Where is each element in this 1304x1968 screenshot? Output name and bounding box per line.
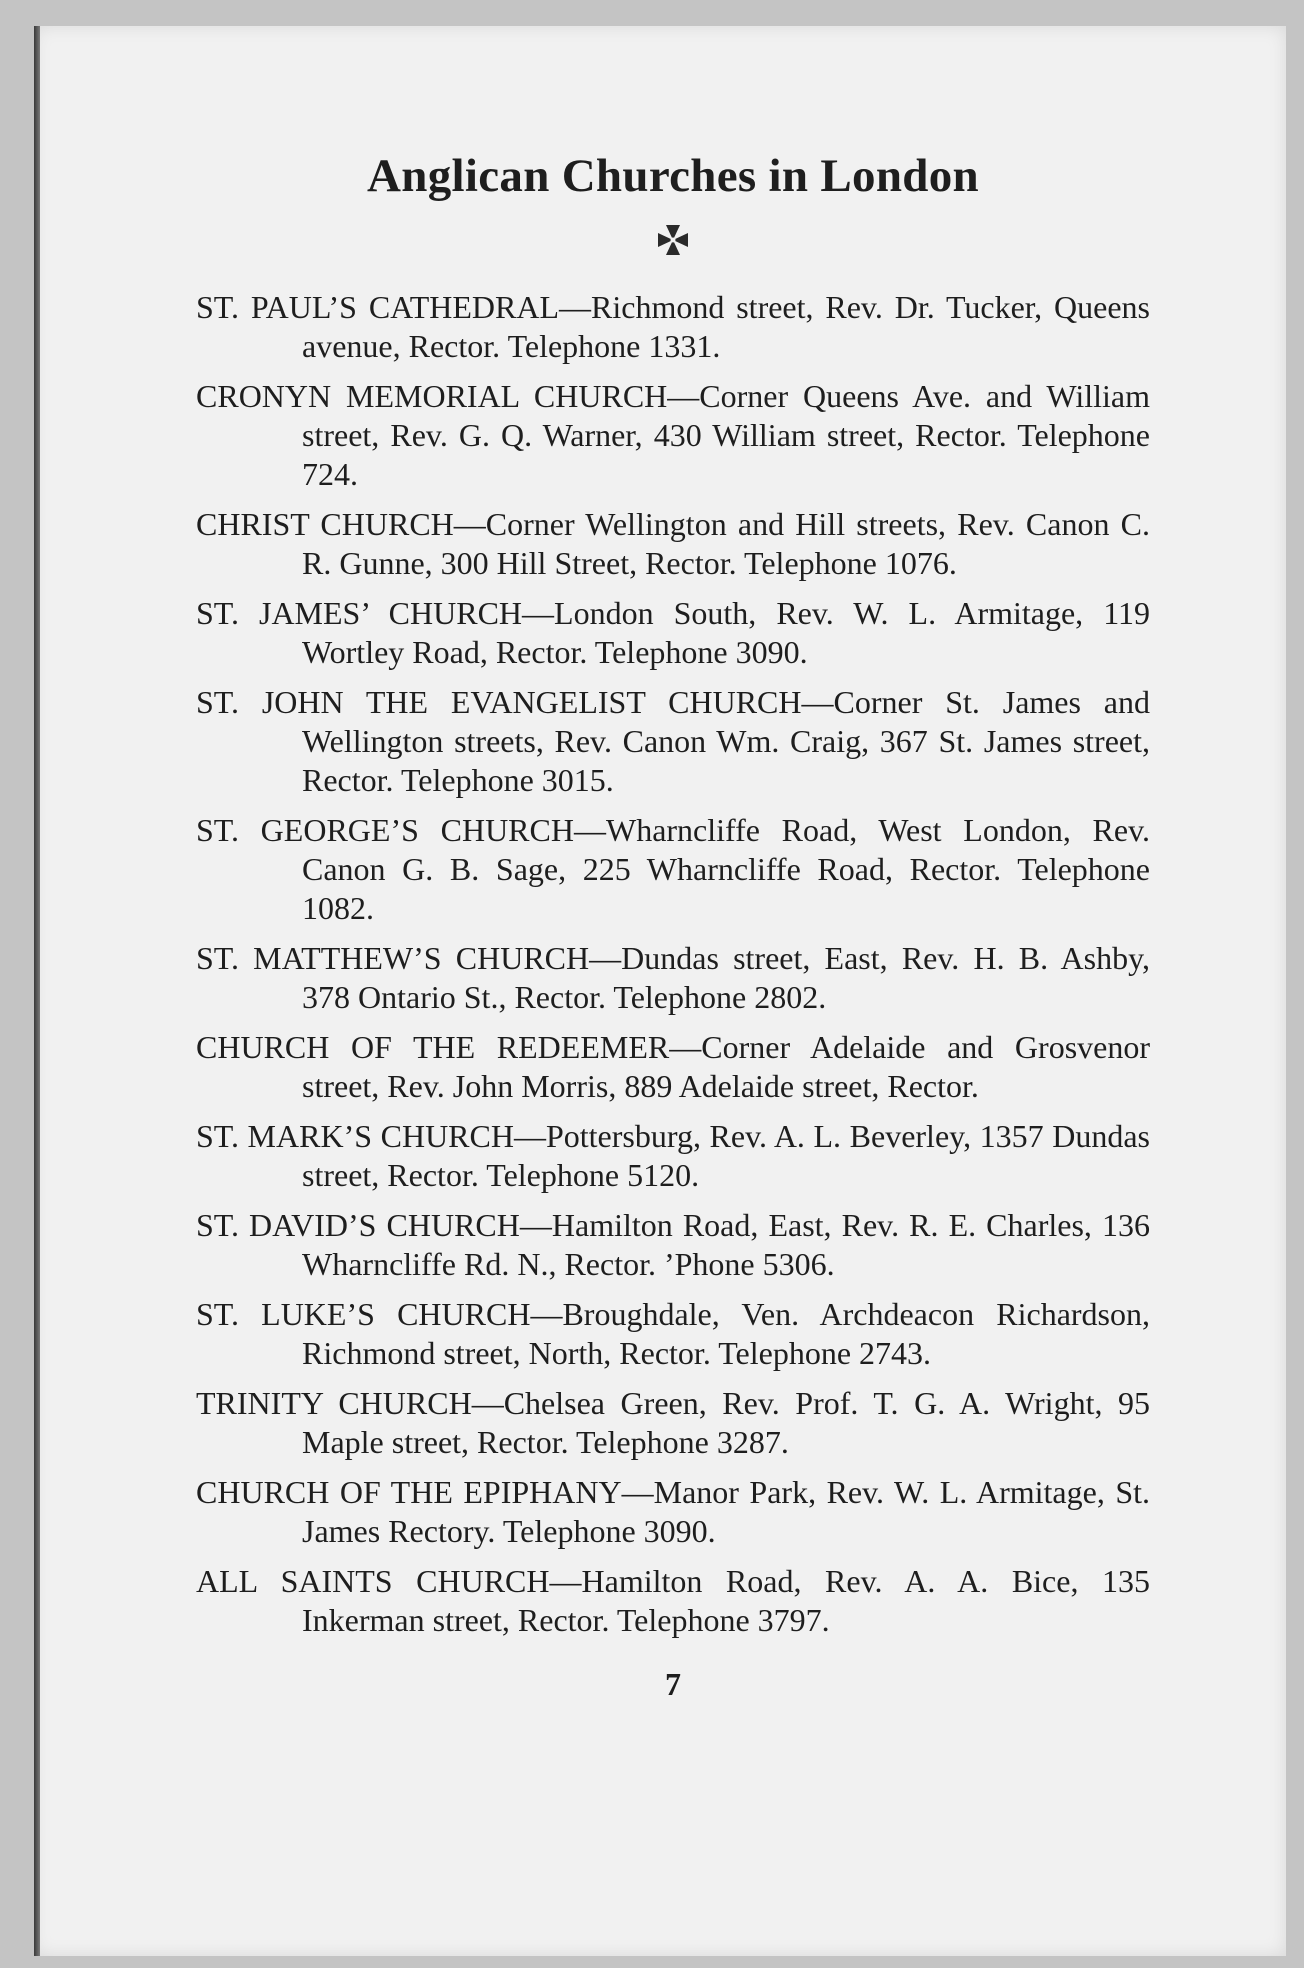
church-entry	[196, 1206, 1150, 1284]
church-entry	[196, 1117, 1150, 1195]
church-name: CHURCH OF THE REDEEMER	[196, 1029, 670, 1065]
church-entry	[196, 811, 1150, 928]
church-entry	[196, 683, 1150, 800]
church-name: ST. GEORGE’S CHURCH	[196, 812, 574, 848]
church-details: —Pottersburg, Rev. A. L. Beverley, 1357 Dundas street, Rector. Telephone 5120.	[302, 1118, 1150, 1193]
church-name: ALL SAINTS CHURCH	[196, 1563, 550, 1599]
church-name: ST. MATTHEW’S CHURCH	[196, 940, 590, 976]
church-name: CRONYN MEMORIAL CHURCH	[196, 378, 668, 414]
church-name: ST. MARK’S CHURCH	[196, 1118, 514, 1154]
church-details: —Corner Queens Ave. and William street, Rev. G. Q. Warner, 430 William street, Rector. Telephone 724.	[302, 378, 1151, 492]
church-list	[196, 288, 1150, 1640]
church-entry	[196, 288, 1150, 366]
church-entry	[196, 1028, 1150, 1106]
church-details: —Corner Adelaide and Grosvenor street, Rev. John Morris, 889 Adelaide street, Rector.	[302, 1029, 1151, 1104]
page-content	[196, 146, 1150, 1703]
church-name: TRINITY CHURCH	[196, 1385, 472, 1421]
page-title: Anglican Churches in London	[367, 150, 979, 202]
church-details: —Manor Park, Rev. W. L. Armitage, St. James Rectory. Telephone 3090.	[302, 1474, 1151, 1549]
page-number: 7	[665, 1666, 681, 1702]
church-details: —Dundas street, East, Rev. H. B. Ashby, 378 Ontario St., Rector. Telephone 2802.	[302, 940, 1151, 1015]
church-details: —Richmond street, Rev. Dr. Tucker, Queens avenue, Rector. Telephone 1331.	[302, 289, 1151, 364]
church-details: —Corner Wellington and Hill streets, Rev. Canon C. R. Gunne, 300 Hill Street, Rector. Telephone 1076.	[302, 506, 1151, 581]
maltese-cross-icon	[653, 220, 693, 260]
church-entry	[196, 939, 1150, 1017]
church-name: ST. JOHN THE EVANGELIST CHURCH	[196, 684, 802, 720]
page-spine-edge	[34, 26, 40, 1956]
church-entry	[196, 1562, 1150, 1640]
church-details: —Wharncliffe Road, West London, Rev. Canon G. B. Sage, 225 Wharncliffe Road, Rector. Telephone 1082.	[302, 812, 1151, 926]
church-details: —Corner St. James and Wellington streets, Rev. Canon Wm. Craig, 367 St. James street, Rector. Telephone 3015.	[302, 684, 1151, 798]
church-details: —Hamilton Road, East, Rev. R. E. Charles, 136 Wharncliffe Rd. N., Rector. ’Phone 5306.	[302, 1207, 1151, 1282]
church-entry	[196, 594, 1150, 672]
church-details: —Hamilton Road, Rev. A. A. Bice, 135 Inkerman street, Rector. Telephone 3797.	[302, 1563, 1151, 1638]
church-name: CHURCH OF THE EPIPHANY	[196, 1474, 622, 1510]
church-name: ST. DAVID’S CHURCH	[196, 1207, 520, 1243]
church-entry	[196, 377, 1150, 494]
church-name: ST. LUKE’S CHURCH	[196, 1296, 531, 1332]
church-entry	[196, 1473, 1150, 1551]
church-details: —Chelsea Green, Rev. Prof. T. G. A. Wright, 95 Maple street, Rector. Telephone 3287.	[302, 1385, 1151, 1460]
church-name: ST. PAUL’S CATHEDRAL	[196, 289, 560, 325]
church-details: —Broughdale, Ven. Archdeacon Richardson, Richmond street, North, Rector. Telephone 2743.	[302, 1296, 1150, 1371]
church-details: —London South, Rev. W. L. Armitage, 119 Wortley Road, Rector. Telephone 3090.	[302, 595, 1151, 670]
church-name: CHRIST CHURCH	[196, 506, 454, 542]
church-entry	[196, 1384, 1150, 1462]
church-name: ST. JAMES’ CHURCH	[196, 595, 523, 631]
church-entry	[196, 1295, 1150, 1373]
church-entry	[196, 505, 1150, 583]
